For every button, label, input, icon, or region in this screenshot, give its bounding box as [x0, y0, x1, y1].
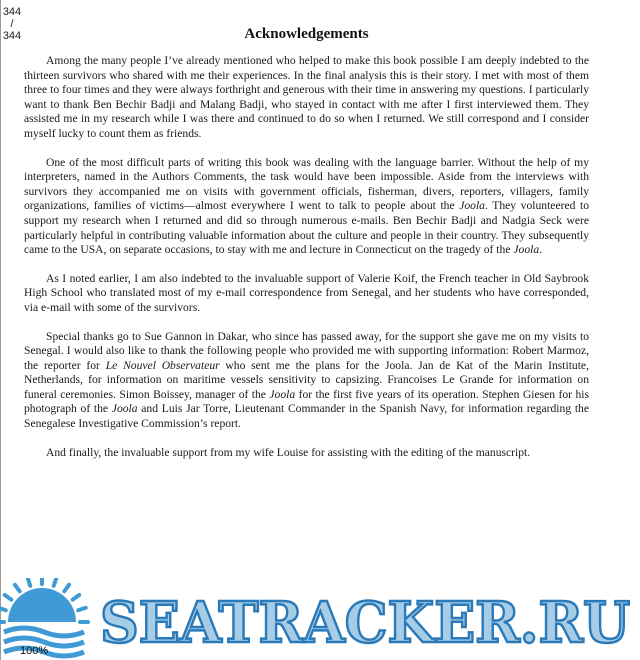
italic-text-run: Joola	[269, 387, 296, 401]
acknowledgements-body	[24, 54, 589, 460]
italic-text-run: Le Nouvel Observateur	[105, 358, 220, 372]
text-run: Among the many people I’ve already mentioned who helped to make this book possible I am deeply indebted to the thirteen survivors who shared with me their experiences. In the final analysis this is their story. I met with most of them three to four times and they were always forthright and generous with their time in answering my questions. I particularly want to thank Ben Bechir Badji and Malang Badji, who stayed in contact with me after I first interviewed them. They assisted me in my research while I was there and continued to do so when I returned. We still correspond and I consider myself lucky to count them as friends.	[24, 54, 589, 140]
sun-ray	[5, 595, 11, 600]
text-run: who sent me the plans for the Joola. Jan de Kat of the Marin Institute, Netherlands, for information on maritime vessels sensitivity to capsizing. Francoises Le Grande for information on funeral ceremonies. Simon Boissey, manager of the	[24, 358, 589, 401]
viewer-left-border	[0, 0, 1, 660]
text-run: One of the most difficult parts of writing this book was dealing with the language barrier. Without the help of my interpreters, named in the Authors Comments, the task would have been impossible. Aside from the interviews with survivors they accompanied me on visits with government officials, fisherman, divers, reporters, villagers, family organizations, families of victims—almost everywhere I went to talk to people about the	[24, 155, 589, 213]
sun-ray	[0, 608, 6, 610]
watermark-text: SEATRACKER.RU	[100, 590, 630, 656]
text-run: As I noted earlier, I am also indebted to the invaluable support of Valerie Koif, the French teacher in Old Saybrook High School who translated most of my e-mail correspondence from Senegal, and her students who have corresponded, via e-mail with some of the survivors.	[24, 271, 589, 314]
body-paragraph	[24, 54, 589, 142]
seatracker-watermark	[0, 578, 640, 660]
total-page-count: 344	[2, 30, 22, 42]
sun-ray	[28, 578, 30, 586]
sun-ray	[73, 595, 79, 600]
current-page-number: 344	[2, 6, 22, 18]
body-paragraph	[24, 272, 589, 316]
sun-ray	[64, 585, 69, 591]
italic-text-run: Joola	[111, 402, 138, 416]
sun-ray	[54, 578, 56, 586]
text-run: And finally, the invaluable support from my wife Louise for assisting with the editing of the manuscript.	[46, 445, 531, 459]
sun-ray	[78, 608, 86, 610]
body-paragraph	[24, 330, 589, 432]
body-paragraph	[24, 156, 589, 258]
sun-ray	[15, 585, 20, 591]
page-title: Acknowledgements	[244, 26, 369, 42]
text-run: for the first five years of its operation. Stephen Giesen for his photograph of the	[24, 387, 590, 416]
body-paragraph	[24, 446, 589, 461]
document-page	[24, 24, 589, 474]
italic-text-run: Joola	[513, 243, 540, 257]
italic-text-run: Joola	[459, 199, 485, 213]
text-run: .	[539, 243, 543, 257]
text-run: Special thanks go to Sue Gannon in Dakar, who since has passed away, for the support she gave me on my visits to Senegal. I would also like to thank the following people who provided me with supporting information: Robert Marmoz, the reporter for	[24, 329, 589, 372]
page-separator: /	[10, 18, 14, 30]
text-run: . They volunteered to support my research when I returned and did so through numerous e-mails. Ben Bechir Badji and Nadgia Seck were particularly helpful in contributing valuable information about the culture and people in their country. They subsequently came to the USA, on separate occasions, to stay with me and lecture in Connecticut on the tragedy of the	[24, 199, 589, 257]
zoom-level: 100%	[20, 645, 49, 657]
page-counter	[1, 6, 23, 42]
text-run: and Luis Jar Torre, Lieutenant Commander in the Spanish Navy, for information regarding the Senegalese Investigative Commission’s report.	[24, 402, 589, 431]
